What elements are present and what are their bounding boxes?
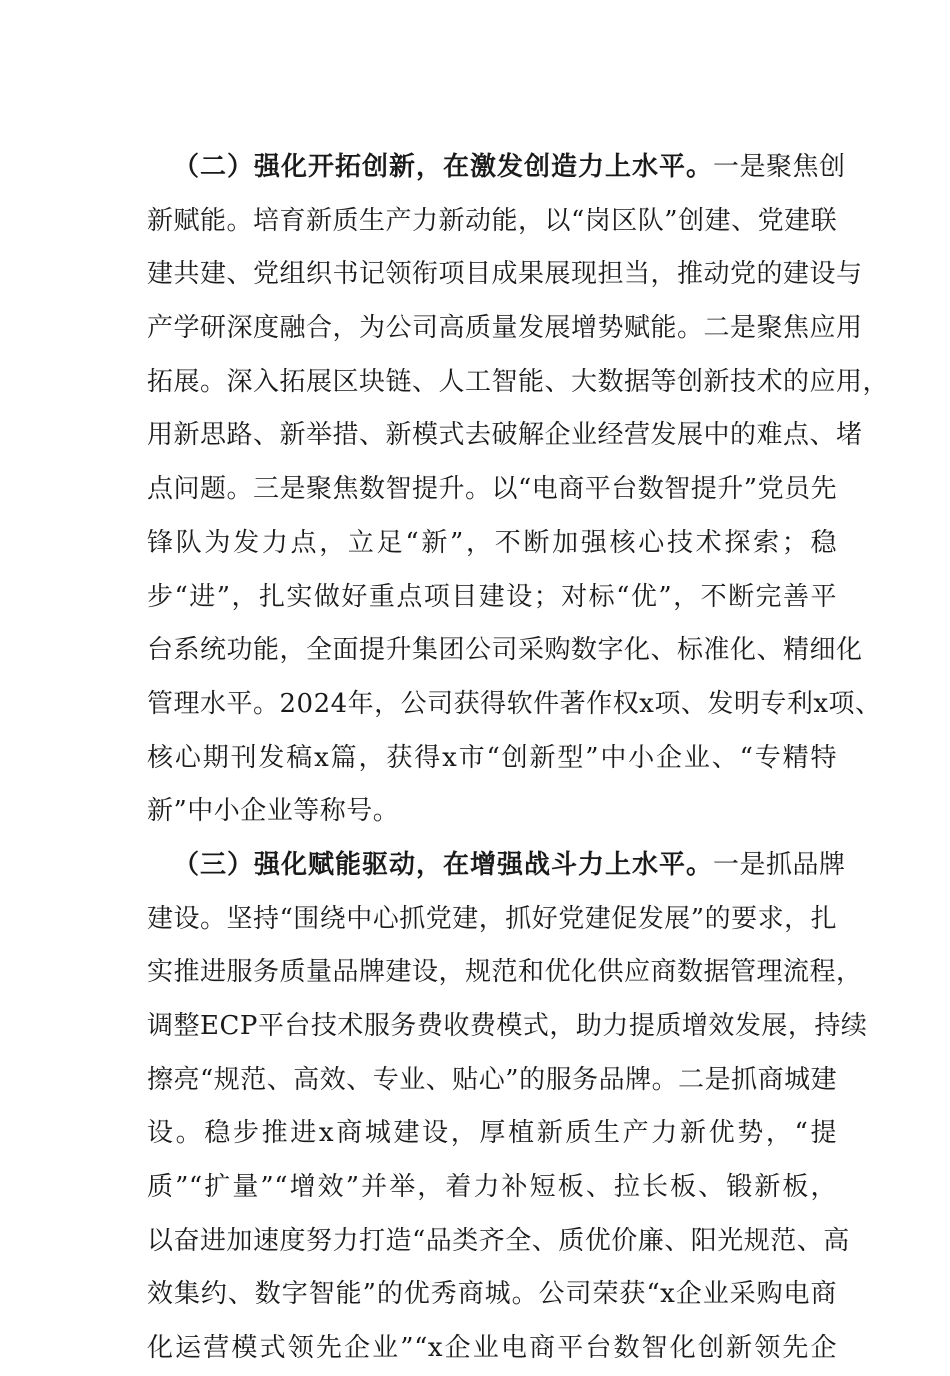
section3-line-text: 一是抓品牌 [713, 849, 846, 880]
paragraph-line: 步“进”，扎实做好重点项目建设；对标“优”，不断完善平 [147, 581, 837, 612]
paragraph-line: 效集约、数字智能”的优秀商城。公司荣获“x企业采购电商 [147, 1279, 837, 1310]
section2-first-line [147, 141, 846, 195]
paragraph-line: 产学研深度融合，为公司高质量发展增势赋能。二是聚焦应用 [147, 313, 863, 344]
paragraph-line: 化运营模式领先企业”“x企业电商平台数智化创新领先企 [147, 1333, 837, 1364]
section3-first-line [147, 839, 846, 893]
paragraph-line: 点问题。三是聚焦数智提升。以“电商平台数智提升”党员先 [147, 474, 838, 505]
paragraph-line: 擦亮“规范、高效、专业、贴心”的服务品牌。二是抓商城建 [147, 1064, 838, 1095]
paragraph-line: 建共建、党组织书记领衔项目成果展现担当，推动党的建设与 [147, 259, 863, 290]
section2-line-text: 一是聚焦创 [713, 152, 846, 182]
paragraph-line: 管理水平。2024年，公司获得软件著作权x项、发明专利x项、 [147, 688, 882, 719]
paragraph-line: 新”中小企业等称号。 [147, 796, 400, 827]
paragraph-line: 实推进服务质量品牌建设，规范和优化供应商数据管理流程， [147, 957, 863, 988]
paragraph-line: 新赋能。培育新质生产力新动能，以“岗区队”创建、党建联 [147, 205, 838, 236]
paragraph-line: 台系统功能，全面提升集团公司采购数字化、标准化、精细化 [147, 635, 863, 666]
paragraph-line: 以奋进加速度努力打造“品类齐全、质优价廉、阳光规范、高 [147, 1225, 850, 1256]
paragraph-line: 用新思路、新举措、新模式去破解企业经营发展中的难点、堵 [147, 420, 863, 451]
section3-heading: （三）强化赋能驱动，在增强战斗力上水平。 [173, 849, 714, 880]
paragraph-line: 锋队为发力点，立足“新”，不断加强核心技术探索；稳 [147, 527, 837, 558]
paragraph-line: 设。稳步推进x商城建设，厚植新质生产力新优势，“提 [147, 1118, 837, 1149]
paragraph-line: 核心期刊发稿x篇，获得x市“创新型”中小企业、“专精特 [147, 742, 837, 773]
paragraph-line: 建设。坚持“围绕中心抓党建，抓好党建促发展”的要求，扎 [147, 903, 838, 934]
document-body [147, 141, 890, 1376]
paragraph-line: 调整ECP平台技术服务费收费模式，助力提质增效发展，持续 [147, 1011, 868, 1041]
paragraph-line: 质”“扩量”“增效”并举，着力补短板、拉长板、锻新板， [147, 1172, 837, 1203]
section2-heading: （二）强化开拓创新，在激发创造力上水平。 [173, 152, 714, 182]
paragraph-line: 拓展。深入拓展区块链、人工智能、大数据等创新技术的应用， [147, 366, 890, 397]
